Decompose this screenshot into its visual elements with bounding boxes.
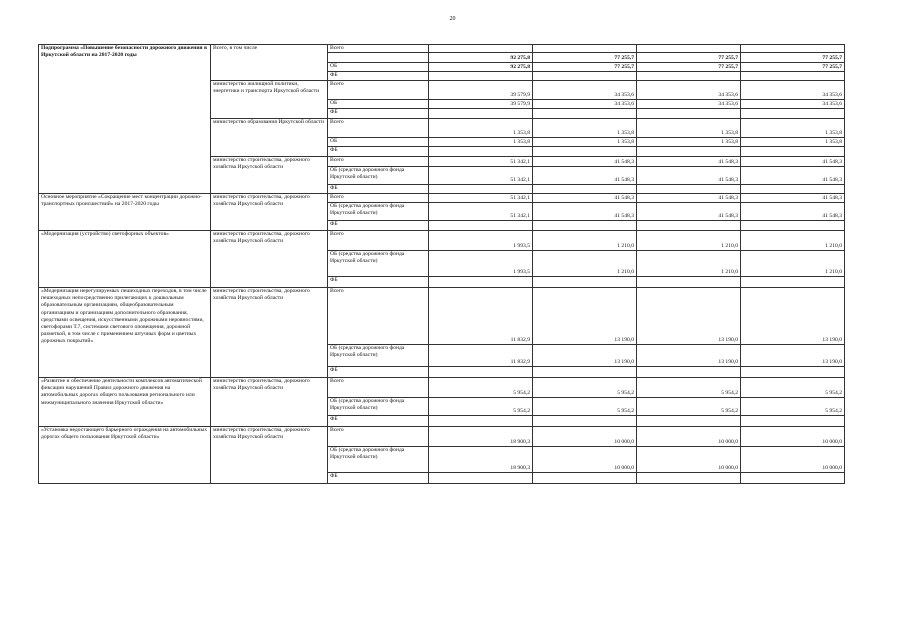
measure-name-cell: «Установка недостающего барьерного ограждения на автомобильных дорогах общего пользования Иркутской области»	[39, 427, 211, 484]
amount-cell-year-3: 13 190,0	[637, 345, 741, 367]
amount-cell-year-1	[429, 277, 533, 288]
table-row	[39, 378, 845, 398]
amount-cell-year-4	[741, 277, 845, 288]
amount-cell-year-1	[429, 109, 533, 119]
amount-cell-year-2: 34 353,6	[533, 100, 637, 109]
table-row	[39, 194, 845, 203]
measure-name-cell: Подпрограмма «Повышение безопасности дорожного движения в Иркутской области на 2017-2020 годы	[39, 45, 211, 194]
executor-cell: министерство строительства, дорожного хозяйства Иркутской области	[211, 194, 328, 231]
amount-cell-year-1	[429, 147, 533, 157]
amount-cell-year-1	[429, 221, 533, 231]
executor-cell: министерство строительства, дорожного хозяйства Иркутской области	[211, 231, 328, 288]
amount-cell-year-1: 51 342,1	[429, 194, 533, 203]
amount-cell-year-1: 11 832,9	[429, 288, 533, 345]
amount-cell-year-4: 41 548,3	[741, 194, 845, 203]
amount-cell-year-3: 41 548,3	[637, 157, 741, 167]
amount-cell-year-1: 1 993,5	[429, 251, 533, 277]
amount-cell-year-4: 77 255,7	[741, 53, 845, 63]
amount-cell-year-4	[741, 367, 845, 378]
funding-source-cell	[328, 53, 429, 63]
amount-cell-year-1: 51 342,1	[429, 167, 533, 185]
funding-source-cell: Всего	[328, 81, 429, 100]
funding-source-cell: ОБ (средства дорожного фонда Иркутской области)	[328, 167, 429, 185]
executor-cell: министерство строительства, дорожного хозяйства Иркутской области	[211, 157, 328, 194]
amount-cell-year-2: 10 000,0	[533, 447, 637, 473]
amount-cell-year-2: 41 548,3	[533, 194, 637, 203]
amount-cell-year-1	[429, 72, 533, 81]
amount-cell-year-1: 1 353,8	[429, 119, 533, 138]
amount-cell-year-4: 1 210,0	[741, 251, 845, 277]
amount-cell-year-2	[533, 109, 637, 119]
executor-cell: министерство образования Иркутской области	[211, 119, 328, 157]
amount-cell-year-2	[533, 473, 637, 484]
amount-cell-year-3	[637, 45, 741, 53]
amount-cell-year-2: 77 255,7	[533, 53, 637, 63]
amount-cell-year-3: 34 353,6	[637, 100, 741, 109]
funding-source-cell: ОБ	[328, 63, 429, 72]
funding-source-cell: ОБ	[328, 138, 429, 147]
funding-source-cell: ОБ (средства дорожного фонда Иркутской области)	[328, 203, 429, 221]
amount-cell-year-2: 13 190,0	[533, 288, 637, 345]
funding-source-cell: ФБ	[328, 147, 429, 157]
amount-cell-year-4	[741, 416, 845, 427]
funding-source-cell: Всего	[328, 194, 429, 203]
amount-cell-year-1: 92 275,8	[429, 53, 533, 63]
amount-cell-year-3: 1 210,0	[637, 231, 741, 251]
amount-cell-year-2	[533, 72, 637, 81]
table-row	[39, 288, 845, 345]
amount-cell-year-2: 5 954,2	[533, 378, 637, 398]
amount-cell-year-4: 41 548,3	[741, 157, 845, 167]
amount-cell-year-1	[429, 473, 533, 484]
amount-cell-year-3: 1 353,8	[637, 138, 741, 147]
amount-cell-year-1	[429, 45, 533, 53]
amount-cell-year-1: 18 900,3	[429, 427, 533, 447]
amount-cell-year-1: 18 900,3	[429, 447, 533, 473]
amount-cell-year-3: 34 353,6	[637, 81, 741, 100]
amount-cell-year-3: 77 255,7	[637, 63, 741, 72]
amount-cell-year-2: 1 210,0	[533, 251, 637, 277]
measure-name-cell: «Модернизация нерегулируемых пешеходных переходов, в том числе пешеходных непосредственно прилегающих к дошкольным образовательным организациям, общеобразовательным организациям и организациям дополнительного образования, средствами освещения, искусственными дорожными неровностями, светофорами Т.7, системами светового оповещения, дорожной разметкой, в том числе с применением штучных форм и цветных дорожных покрытий»	[39, 288, 211, 378]
amount-cell-year-1	[429, 367, 533, 378]
amount-cell-year-1: 51 342,1	[429, 157, 533, 167]
amount-cell-year-3	[637, 72, 741, 81]
amount-cell-year-1: 51 342,1	[429, 203, 533, 221]
amount-cell-year-1: 1 993,5	[429, 231, 533, 251]
amount-cell-year-4: 41 548,3	[741, 203, 845, 221]
amount-cell-year-4: 5 954,2	[741, 378, 845, 398]
amount-cell-year-2	[533, 277, 637, 288]
table-body	[39, 45, 845, 484]
amount-cell-year-3: 13 190,0	[637, 288, 741, 345]
table-row	[39, 45, 845, 53]
funding-source-cell: Всего	[328, 157, 429, 167]
amount-cell-year-1: 11 832,9	[429, 345, 533, 367]
amount-cell-year-2: 5 954,2	[533, 398, 637, 416]
amount-cell-year-4	[741, 147, 845, 157]
amount-cell-year-3	[637, 473, 741, 484]
amount-cell-year-3	[637, 277, 741, 288]
amount-cell-year-4	[741, 109, 845, 119]
funding-source-cell: ФБ	[328, 72, 429, 81]
funding-source-cell: ФБ	[328, 185, 429, 194]
table-row	[39, 427, 845, 447]
amount-cell-year-2: 10 000,0	[533, 427, 637, 447]
funding-source-cell: Всего	[328, 427, 429, 447]
executor-cell: Всего, в том числе	[211, 45, 328, 81]
amount-cell-year-4: 1 210,0	[741, 231, 845, 251]
funding-source-cell: ФБ	[328, 416, 429, 427]
amount-cell-year-2	[533, 367, 637, 378]
executor-cell: министерство строительства, дорожного хозяйства Иркутской области	[211, 288, 328, 378]
funding-source-cell: Всего	[328, 378, 429, 398]
funding-source-cell: ФБ	[328, 473, 429, 484]
amount-cell-year-3: 41 548,3	[637, 194, 741, 203]
amount-cell-year-4: 13 190,0	[741, 345, 845, 367]
amount-cell-year-4: 34 353,6	[741, 100, 845, 109]
executor-cell: министерство строительства, дорожного хозяйства Иркутской области	[211, 427, 328, 484]
funding-source-cell: ФБ	[328, 109, 429, 119]
amount-cell-year-4	[741, 221, 845, 231]
funding-source-cell: Всего	[328, 45, 429, 53]
amount-cell-year-3: 41 548,3	[637, 203, 741, 221]
funding-source-cell: ФБ	[328, 277, 429, 288]
amount-cell-year-3: 77 255,7	[637, 53, 741, 63]
amount-cell-year-2	[533, 45, 637, 53]
amount-cell-year-3	[637, 221, 741, 231]
amount-cell-year-2: 1 210,0	[533, 231, 637, 251]
measure-name-cell: «Модернизация (устройство) светофорных объектов»	[39, 231, 211, 288]
measure-name-cell: «Развитие и обеспечение деятельности комплексов автоматической фиксации нарушений Правил дорожного движения на автомобильных дорогах общего пользования регионального или межмуниципального значения Иркутской области»	[39, 378, 211, 427]
amount-cell-year-4	[741, 45, 845, 53]
funding-source-cell: ФБ	[328, 367, 429, 378]
amount-cell-year-3	[637, 185, 741, 194]
amount-cell-year-2: 41 548,3	[533, 157, 637, 167]
amount-cell-year-2	[533, 221, 637, 231]
amount-cell-year-4: 1 353,8	[741, 119, 845, 138]
amount-cell-year-2: 1 353,8	[533, 138, 637, 147]
amount-cell-year-1: 39 579,9	[429, 100, 533, 109]
amount-cell-year-4: 77 255,7	[741, 63, 845, 72]
funding-source-cell: Всего	[328, 119, 429, 138]
amount-cell-year-3	[637, 147, 741, 157]
amount-cell-year-2: 1 353,8	[533, 119, 637, 138]
amount-cell-year-4	[741, 185, 845, 194]
amount-cell-year-2: 77 255,7	[533, 63, 637, 72]
executor-cell: министерство жилищной политики, энергетики и транспорта Иркутской области	[211, 81, 328, 119]
amount-cell-year-2	[533, 185, 637, 194]
amount-cell-year-1: 5 954,2	[429, 378, 533, 398]
amount-cell-year-2: 13 190,0	[533, 345, 637, 367]
amount-cell-year-4: 1 353,8	[741, 138, 845, 147]
amount-cell-year-3: 41 548,3	[637, 167, 741, 185]
amount-cell-year-4: 41 548,3	[741, 167, 845, 185]
funding-source-cell: ОБ	[328, 100, 429, 109]
amount-cell-year-4: 5 954,2	[741, 398, 845, 416]
amount-cell-year-2	[533, 147, 637, 157]
amount-cell-year-1: 39 579,9	[429, 81, 533, 100]
amount-cell-year-1: 1 353,8	[429, 138, 533, 147]
amount-cell-year-3: 1 210,0	[637, 251, 741, 277]
amount-cell-year-2	[533, 416, 637, 427]
amount-cell-year-4	[741, 72, 845, 81]
amount-cell-year-1: 5 954,2	[429, 398, 533, 416]
amount-cell-year-1	[429, 416, 533, 427]
amount-cell-year-3: 10 000,0	[637, 427, 741, 447]
amount-cell-year-4: 10 000,0	[741, 447, 845, 473]
funding-source-cell: ОБ (средства дорожного фонда Иркутской области)	[328, 345, 429, 367]
amount-cell-year-1: 92 275,8	[429, 63, 533, 72]
amount-cell-year-3	[637, 109, 741, 119]
amount-cell-year-1	[429, 185, 533, 194]
amount-cell-year-2: 41 548,3	[533, 203, 637, 221]
amount-cell-year-4: 13 190,0	[741, 288, 845, 345]
program-funding-table	[38, 44, 845, 484]
table-row	[39, 231, 845, 251]
amount-cell-year-3: 10 000,0	[637, 447, 741, 473]
amount-cell-year-4	[741, 473, 845, 484]
measure-name-cell: Основное мероприятие «Сокращение мест концентрации дорожно-транспортных происшествий» на 2017-2020 годы	[39, 194, 211, 231]
amount-cell-year-3: 1 353,8	[637, 119, 741, 138]
amount-cell-year-4: 34 353,6	[741, 81, 845, 100]
amount-cell-year-3	[637, 367, 741, 378]
amount-cell-year-2: 41 548,3	[533, 167, 637, 185]
funding-source-cell: ОБ (средства дорожного фонда Иркутской области)	[328, 251, 429, 277]
amount-cell-year-3: 5 954,2	[637, 378, 741, 398]
amount-cell-year-2: 34 353,6	[533, 81, 637, 100]
funding-source-cell: ФБ	[328, 221, 429, 231]
amount-cell-year-3: 5 954,2	[637, 398, 741, 416]
funding-source-cell: ОБ (средства дорожного фонда Иркутской области)	[328, 447, 429, 473]
amount-cell-year-3	[637, 416, 741, 427]
funding-source-cell: ОБ (средства дорожного фонда Иркутской области)	[328, 398, 429, 416]
funding-source-cell: Всего	[328, 231, 429, 251]
page-number: 20	[449, 16, 456, 22]
amount-cell-year-4: 10 000,0	[741, 427, 845, 447]
executor-cell: министерство строительства, дорожного хозяйства Иркутской области	[211, 378, 328, 427]
funding-source-cell: Всего	[328, 288, 429, 345]
